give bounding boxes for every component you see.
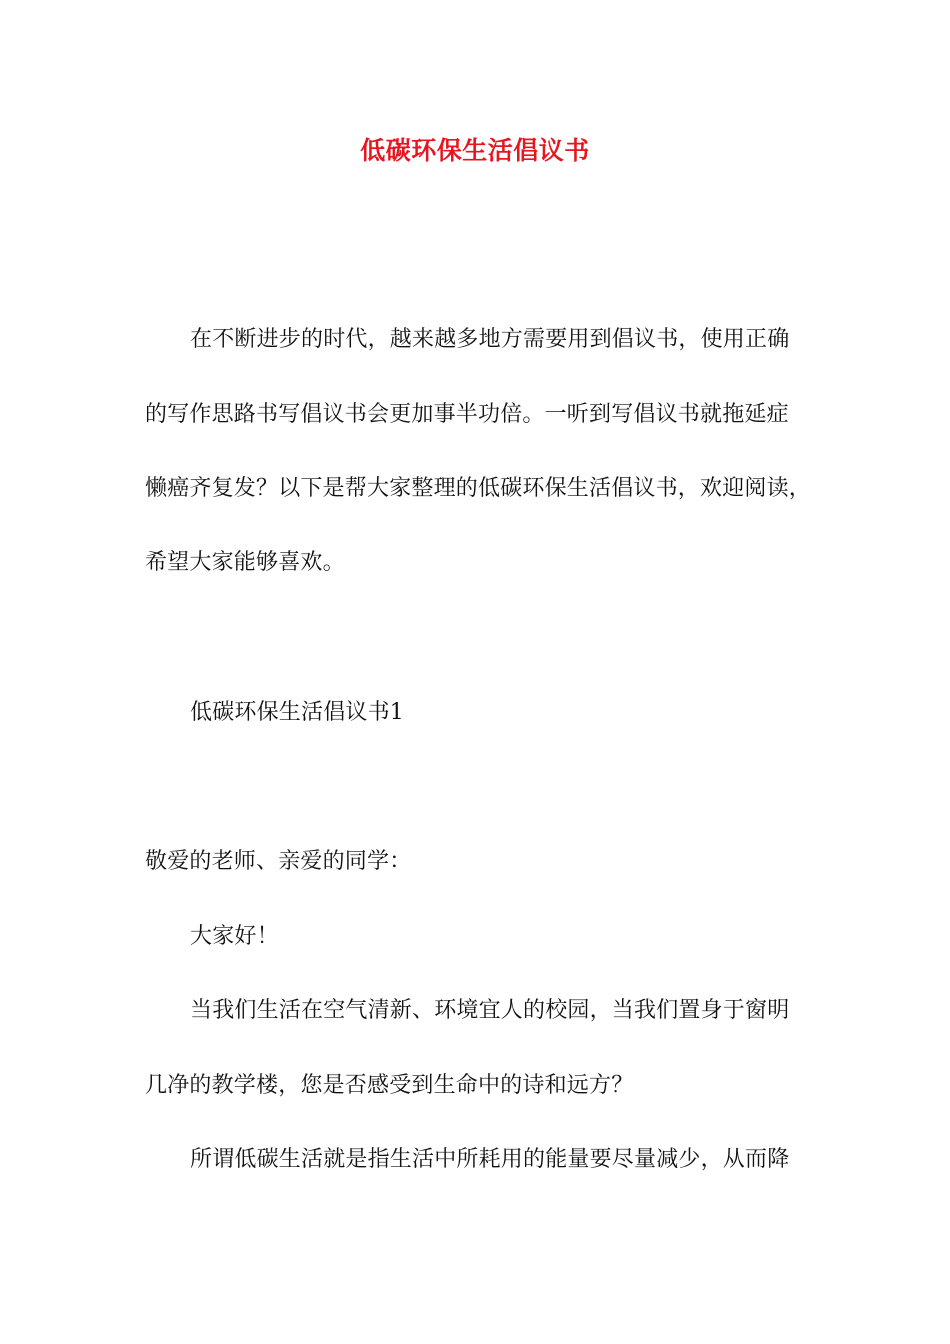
- document-title: 低碳环保生活倡议书: [360, 136, 590, 165]
- intro-line-1: 在不断进步的时代，越来越多地方需要用到倡议书，使用正确: [190, 327, 790, 352]
- paragraph1-line-1: 当我们生活在空气清新、环境宜人的校园，当我们置身于窗明: [190, 998, 790, 1023]
- intro-line-3: 懒癌齐复发？以下是帮大家整理的低碳环保生活倡议书，欢迎阅读，: [145, 476, 812, 501]
- intro-line-2: 的写作思路书写倡议书会更加事半功倍。一听到写倡议书就拖延症: [145, 402, 789, 427]
- greeting: 大家好！: [190, 924, 279, 949]
- paragraph2-line-1: 所谓低碳生活就是指生活中所耗用的能量要尽量减少，从而降: [190, 1147, 790, 1172]
- salutation: 敬爱的老师、亲爱的同学：: [145, 849, 412, 874]
- paragraph1-line-2: 几净的教学楼，您是否感受到生命中的诗和远方？: [145, 1073, 634, 1098]
- section-heading: 低碳环保生活倡议书1: [190, 700, 404, 725]
- intro-line-4: 希望大家能够喜欢。: [145, 550, 345, 575]
